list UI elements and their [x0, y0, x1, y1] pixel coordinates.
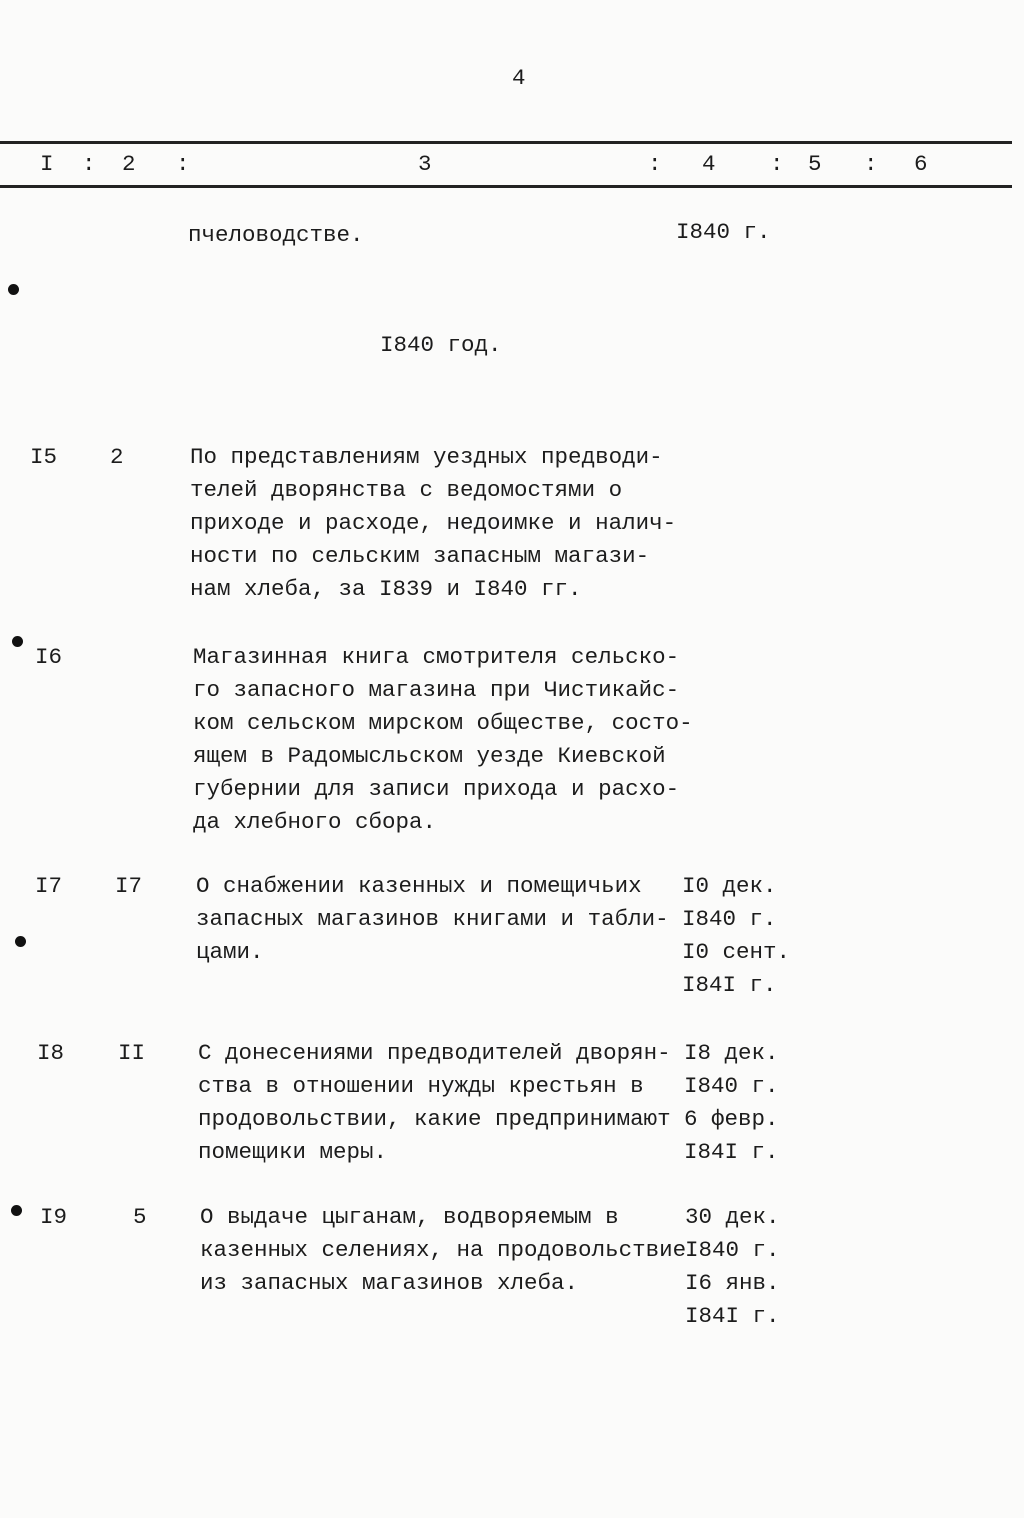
- date-line: I6 янв.: [685, 1270, 780, 1296]
- date-line: I84I г.: [685, 1303, 780, 1329]
- entry-description: [193, 641, 693, 839]
- date-line: I84I г.: [684, 1139, 779, 1165]
- description-line: телей дворянства с ведомостями о: [190, 477, 623, 503]
- page-number: 4: [512, 65, 526, 91]
- header-rule-bottom: [0, 185, 1012, 188]
- header-sep: :: [648, 151, 662, 177]
- entry-dates: [684, 1037, 779, 1169]
- entry-number: I9: [40, 1204, 68, 1230]
- date-line: I8 дек.: [684, 1040, 779, 1066]
- entry-description: [198, 1037, 671, 1169]
- description-line: ства в отношении нужды крестьян в: [198, 1073, 644, 1099]
- description-line: губернии для записи прихода и расхо-: [193, 776, 680, 802]
- date-line: I840 г.: [682, 906, 777, 932]
- description-line: ком сельском мирском обществе, состо-: [193, 710, 693, 736]
- description-line: приходе и расходе, недоимке и налич-: [190, 510, 677, 536]
- description-line: помещики меры.: [198, 1139, 388, 1165]
- header-col-6: 6: [914, 151, 928, 177]
- ink-spot: [12, 636, 23, 647]
- description-line: го запасного магазина при Чистикайс-: [193, 677, 680, 703]
- header-col-1: I: [40, 151, 54, 177]
- description-line: ящем в Радомысльском уезде Киевской: [193, 743, 666, 769]
- entry-number: I6: [35, 644, 63, 670]
- entry-column-2: II: [118, 1040, 146, 1066]
- header-col-2: 2: [122, 151, 136, 177]
- entry-column-2: 5: [133, 1204, 147, 1230]
- description-line: продовольствии, какие предпринимают: [198, 1106, 671, 1132]
- carryover-date: I840 г.: [676, 219, 771, 245]
- header-sep: :: [864, 151, 878, 177]
- description-line: цами.: [196, 939, 264, 965]
- date-line: 30 дек.: [685, 1204, 780, 1230]
- ink-spot: [15, 936, 26, 947]
- header-sep: :: [82, 151, 96, 177]
- entry-dates: [682, 870, 790, 1002]
- description-line: запасных магазинов книгами и табли-: [196, 906, 669, 932]
- date-line: I84I г.: [682, 972, 777, 998]
- entry-description: [190, 441, 676, 606]
- description-line: Магазинная книга смотрителя сельско-: [193, 644, 680, 670]
- entry-number: I5: [30, 444, 58, 470]
- description-line: О снабжении казенных и помещичьих: [196, 873, 642, 899]
- header-sep: :: [770, 151, 784, 177]
- header-col-3: 3: [418, 151, 432, 177]
- description-line: По представлениям уездных предводи-: [190, 444, 663, 470]
- entry-column-2: I7: [115, 873, 143, 899]
- date-line: I0 дек.: [682, 873, 777, 899]
- entry-dates: [685, 1201, 780, 1333]
- header-col-4: 4: [702, 151, 716, 177]
- date-line: I840 г.: [684, 1073, 779, 1099]
- description-line: ности по сельским запасным магази-: [190, 543, 650, 569]
- header-rule-top: [0, 141, 1012, 144]
- header-col-5: 5: [808, 151, 822, 177]
- entry-column-2: 2: [110, 444, 124, 470]
- description-line: казенных селениях, на продовольствие: [200, 1237, 687, 1263]
- description-line: О выдаче цыганам, водворяемым в: [200, 1204, 619, 1230]
- entry-description: [200, 1201, 686, 1300]
- section-title: I840 год.: [380, 332, 502, 358]
- carryover-text: пчеловодстве.: [188, 222, 364, 248]
- entry-number: I8: [37, 1040, 65, 1066]
- entry-number: I7: [35, 873, 63, 899]
- date-line: I840 г.: [685, 1237, 780, 1263]
- description-line: да хлебного сбора.: [193, 809, 437, 835]
- date-line: 6 февр.: [684, 1106, 779, 1132]
- ink-spot: [11, 1205, 22, 1216]
- description-line: из запасных магазинов хлеба.: [200, 1270, 579, 1296]
- header-sep: :: [176, 151, 190, 177]
- entry-description: [196, 870, 669, 969]
- ink-spot: [8, 284, 19, 295]
- description-line: нам хлеба, за I839 и I840 гг.: [190, 576, 582, 602]
- date-line: I0 сент.: [682, 939, 791, 965]
- description-line: С донесениями предводителей дворян-: [198, 1040, 671, 1066]
